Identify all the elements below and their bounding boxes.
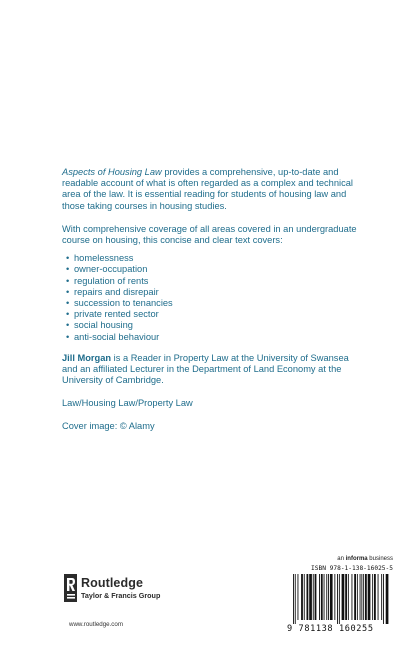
topic-item: [62, 287, 362, 298]
book-title: Aspects of Housing Law: [62, 167, 162, 177]
topic-label: private rented sector: [74, 309, 159, 320]
publisher-group: Taylor & Francis Group: [81, 591, 161, 600]
barcode-digits: 9 781138 160255: [287, 624, 374, 634]
bullet-icon: •: [66, 275, 70, 286]
topic-item: [62, 298, 362, 309]
topic-label: regulation of rents: [74, 275, 149, 286]
topic-item: [62, 320, 362, 331]
author-bio: [62, 353, 362, 387]
barcode-block: [287, 556, 393, 642]
topic-label: succession to tenancies: [74, 298, 173, 309]
informa-suffix: business: [367, 556, 393, 562]
topic-label: anti-social behaviour: [74, 331, 160, 342]
topic-item: [62, 276, 362, 287]
topic-item: [62, 332, 362, 343]
bullet-icon: •: [66, 253, 70, 264]
bullet-icon: •: [66, 298, 70, 309]
bullet-icon: •: [66, 320, 70, 331]
topic-label: repairs and disrepair: [74, 286, 159, 297]
cover-image-credit: Cover image: © Alamy: [62, 420, 155, 431]
topic-item: [62, 253, 362, 264]
routledge-logo-icon: [64, 574, 77, 602]
author-name: Jill Morgan: [62, 352, 112, 363]
coverage-intro: With comprehensive coverage of all areas covered in an undergraduate course on housing, this concise and clear text covers:: [62, 223, 357, 246]
topic-item: [62, 309, 362, 320]
blurb-paragraph: [62, 167, 362, 212]
subject-category: Law/Housing Law/Property Law: [62, 398, 193, 409]
barcode-icon: [287, 574, 393, 624]
topics-list: [62, 253, 362, 343]
topic-label: owner-occupation: [74, 264, 148, 275]
bullet-icon: •: [66, 286, 70, 297]
informa-business-label: [337, 556, 393, 562]
publisher-name: Routledge: [81, 576, 144, 590]
informa-brand: informa: [345, 556, 368, 562]
topic-label: social housing: [74, 320, 133, 331]
isbn-text: ISBN 978-1-138-16025-5: [311, 565, 393, 572]
publisher-url: www.routledge.com: [69, 621, 123, 628]
bullet-icon: •: [66, 309, 70, 320]
back-cover-text: [62, 167, 362, 432]
bullet-icon: •: [66, 264, 70, 275]
publisher-imprint: [64, 574, 204, 634]
topic-label: homelessness: [74, 253, 134, 264]
blurb-description: provides a comprehensive, up-to-date and readable account of what is often regarded as a complex and technical area of the law. It is essential reading for students of housing law and those taking courses in housing studies.: [62, 167, 353, 211]
informa-prefix: an: [337, 556, 346, 562]
author-description: is a Reader in Property Law at the University of Swansea and an affiliated Lecturer in the Department of Land Economy at the University of Cambridge.: [62, 352, 349, 386]
bullet-icon: •: [66, 331, 70, 342]
topic-item: [62, 264, 362, 275]
